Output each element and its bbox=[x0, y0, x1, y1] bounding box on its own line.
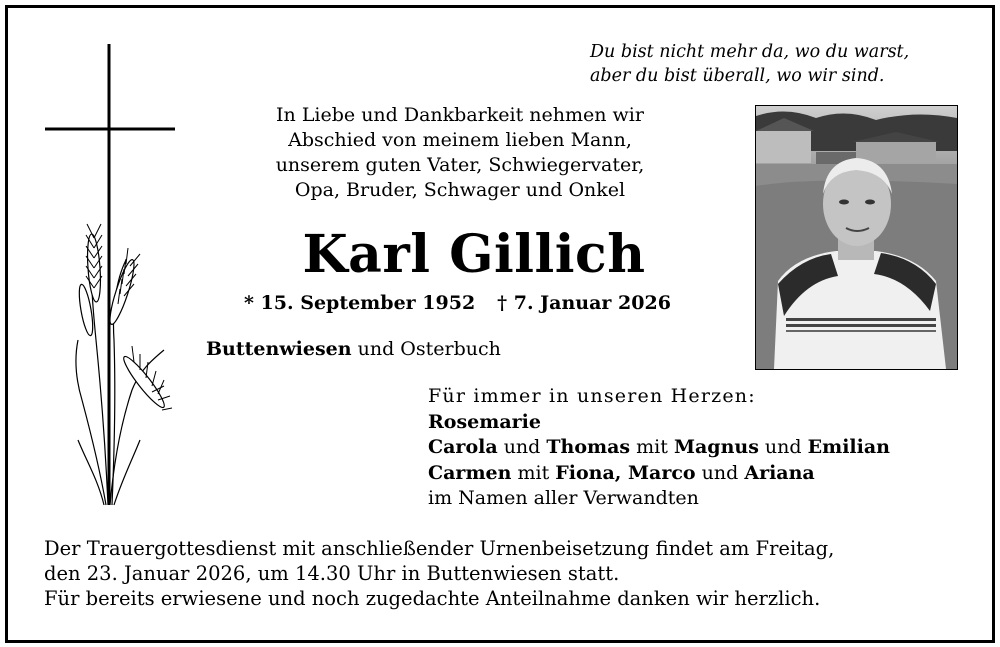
intro-line: In Liebe und Dankbarkeit nehmen wir bbox=[276, 104, 644, 126]
birth-date: * 15. September 1952 bbox=[244, 292, 476, 314]
intro-line: Abschied von meinem lieben Mann, bbox=[288, 129, 632, 151]
mourner-name: Fiona, Marco bbox=[555, 461, 696, 484]
residence bbox=[206, 336, 501, 362]
cross-wheat-decoration bbox=[40, 40, 180, 515]
service-info bbox=[44, 536, 834, 611]
intro-text bbox=[230, 103, 690, 203]
mourner-name: Thomas bbox=[546, 436, 631, 458]
mourners-list bbox=[428, 384, 890, 512]
residence-town: Buttenwiesen bbox=[206, 338, 352, 360]
service-line: Für bereits erwiesene und noch zugedachte Anteilnahme danken wir herzlich. bbox=[44, 587, 821, 610]
motto-line: Du bist nicht mehr da, wo du warst, bbox=[590, 42, 910, 62]
intro-line: unserem guten Vater, Schwiegervater, bbox=[275, 154, 645, 176]
residence-rest: und Osterbuch bbox=[351, 338, 501, 360]
death-date: † 7. Januar 2026 bbox=[497, 292, 671, 314]
portrait-photo bbox=[755, 105, 958, 370]
mourner-name: Carmen bbox=[428, 461, 512, 484]
service-line: Der Trauergottesdienst mit anschließender Urnenbeisetzung findet am Freitag, bbox=[44, 537, 835, 560]
mourners-lead: Für immer in unseren Herzen: bbox=[428, 385, 756, 407]
motto bbox=[590, 40, 909, 88]
mourners-line bbox=[428, 435, 890, 461]
service-line: den 23. Januar 2026, um 14.30 Uhr in Buttenwiesen statt. bbox=[44, 562, 620, 585]
connector-text: und bbox=[695, 461, 745, 484]
connector-text: mit bbox=[630, 436, 674, 458]
life-dates bbox=[244, 290, 671, 316]
connector-text: und bbox=[497, 436, 547, 458]
connector-text: und bbox=[758, 436, 808, 458]
wheat-icon bbox=[76, 224, 172, 505]
mourners-closing: im Namen aller Verwandten bbox=[428, 487, 699, 509]
deceased-name: Karl Gillich bbox=[302, 224, 646, 285]
mourner-name: Emilian bbox=[807, 436, 890, 458]
mourners-line bbox=[428, 461, 890, 487]
connector-text: mit bbox=[511, 461, 556, 484]
mourner-name: Carola bbox=[428, 436, 498, 458]
cross-icon bbox=[45, 44, 175, 505]
motto-line: aber du bist überall, wo wir sind. bbox=[590, 66, 885, 86]
mourner-name: Magnus bbox=[673, 436, 759, 458]
intro-line: Opa, Bruder, Schwager und Onkel bbox=[294, 179, 626, 201]
mourner-spouse: Rosemarie bbox=[428, 410, 541, 433]
mourner-name: Ariana bbox=[744, 461, 815, 484]
